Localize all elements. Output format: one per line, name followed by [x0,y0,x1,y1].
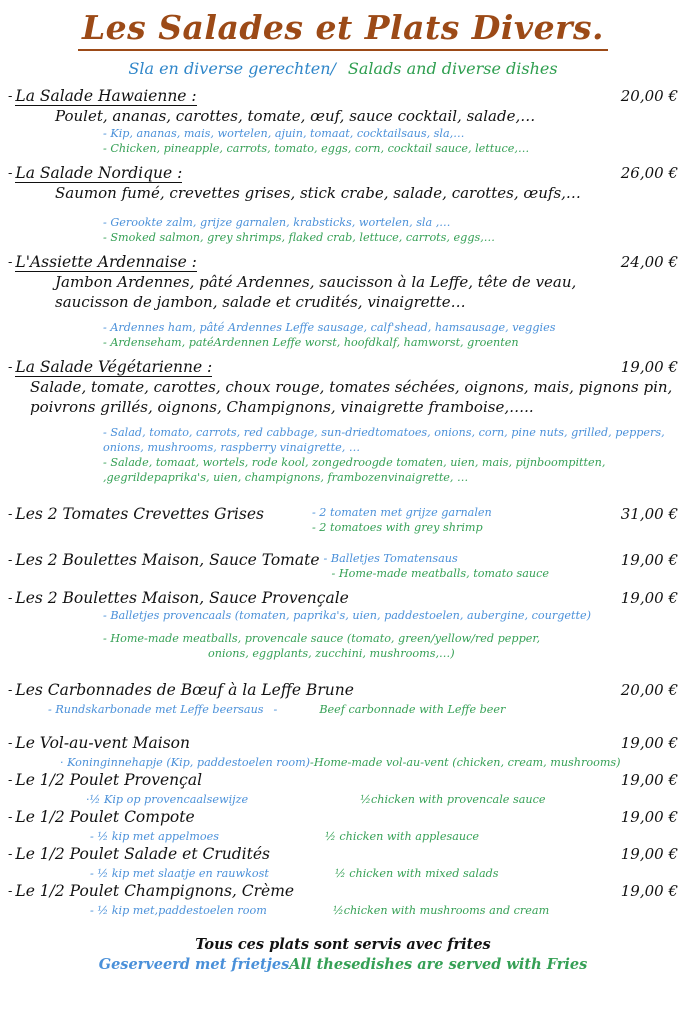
item-price: 26,00 € [620,164,678,182]
translation-dutch-green-line1: - Salade, tomaat, wortels, rode kool, zongedroogde tomaten, uien, mais, pijnboompitten, [103,456,606,469]
footer-english: All thesedishes are served with Fries [289,956,588,973]
list-bullet: - [8,507,13,522]
translation-dutch: · Koninginnehapje (Kip, paddestoelen room) [60,756,311,769]
translation-dutch-green-line2: ,gegrildepaprika's, uien, champignons, frambozenvinaigrette, … [103,471,469,484]
list-bullet: - [8,553,13,568]
item-name-french: La Salade Nordique : [15,164,183,182]
item-translations [8,827,678,845]
item-price: 31,00 € [620,505,678,523]
item-translations [8,126,678,156]
footer-dutch: Geserveerd met frietjes [98,956,290,973]
subtitle [8,59,678,79]
list-bullet: - [8,255,13,270]
list-bullet: - [8,591,13,606]
translation-english-line2: onions, eggplants, zucchini, mushrooms,…) [208,647,455,660]
menu-item-poulet-salade-crudites [8,845,678,882]
footer-translations [8,955,678,975]
item-name-french: Le 1/2 Poulet Salade et Crudités [15,845,270,863]
item-header-row [8,358,678,377]
item-translations [8,215,678,245]
item-translations [8,790,678,808]
item-price: 19,00 € [620,808,678,826]
item-name-french: Les 2 Boulettes Maison, Sauce Tomate [15,551,320,569]
item-price: 24,00 € [620,253,678,271]
translation-dutch: - Kip, ananas, mais, wortelen, ajuin, tomaat, cocktailsaus, sla,… [103,127,465,140]
item-header-row [8,551,678,581]
item-name-french: Les Carbonnades de Bœuf à la Leffe Brune [15,681,354,699]
item-translations [8,864,678,882]
list-bullet: - [8,847,13,862]
item-header-row [8,882,678,901]
item-price: 20,00 € [620,87,678,105]
translation-dutch: - Gerookte zalm, grijze garnalen, krabsticks, wortelen, sla ,… [103,216,451,229]
item-description-french-line2: saucisson de jambon, salade et crudités, vinaigrette… [55,293,466,311]
item-header-row [8,505,678,535]
list-bullet: - [8,736,13,751]
header [8,0,678,51]
item-price: 19,00 € [620,845,678,863]
menu-item-salade-vegetarienne [8,358,678,485]
item-translations [8,425,678,485]
item-header-row [8,164,678,183]
item-name-french: L'Assiette Ardennaise : [15,253,197,271]
item-header-row [8,87,678,106]
item-name-french: Les 2 Boulettes Maison, Sauce Provençale [15,589,349,607]
translation-dutch: - Balletjes provencaals (tomaten, paprika's, uien, paddestoelen, aubergine, courgette) [103,609,591,622]
item-description-french-line1: Salade, tomate, carottes, choux rouge, tomates séchées, oignons, mais, pignons pin, [30,378,673,396]
item-description-french: Poulet, ananas, carottes, tomate, œuf, sauce cocktail, salade,… [55,107,536,125]
item-description-french-line2: poivrons grillés, oignons, Champignons, vinaigrette framboise,….. [30,398,534,416]
item-header-row [8,681,678,700]
subtitle-dutch: Sla en diverse gerechten/ [128,59,336,78]
list-bullet: - [8,884,13,899]
item-price: 20,00 € [620,681,678,699]
translation-dutch: - Rundskarbonade met Leffe beersaus [48,703,264,716]
item-name-french: Le 1/2 Poulet Compote [15,808,195,826]
footer-note [8,935,678,975]
translation-dutch: - ½ kip met,paddestoelen room [90,904,267,917]
item-name-french: Les 2 Tomates Crevettes Grises [15,505,264,523]
translation-dutch: - ½ kip met slaatje en rauwkost [90,867,269,880]
subtitle-english: Salads and diverse dishes [347,59,558,78]
item-name-french: La Salade Hawaienne : [15,87,197,105]
list-bullet: - [8,683,13,698]
menu-item-tomates-crevettes-grises [8,505,678,535]
list-bullet: - [8,773,13,788]
translation-english: ½chicken with provencale sauce [360,793,546,806]
translation-english: - Home-made meatballs, tomato sauce [331,567,550,580]
item-description-french: Saumon fumé, crevettes grises, stick crabe, salade, carottes, œufs,… [55,184,581,202]
translation-separator-dash: - [273,703,278,716]
menu-item-boulettes-sauce-provencale [8,589,678,661]
translation-english: - Smoked salmon, grey shrimps, flaked crab, lettuce, carrots, eggs,… [103,231,495,244]
translation-dutch: - ½ kip met appelmoes [90,830,219,843]
translation-dutch: - 2 tomaten met grijze garnalen [311,506,492,519]
list-bullet: - [8,89,13,104]
menu-item-poulet-champignons-creme [8,882,678,919]
page-title: Les Salades et Plats Divers. [78,9,608,51]
item-header-row [8,845,678,864]
item-translations [8,700,678,718]
translation-english: ½chicken with mushrooms and cream [332,904,550,917]
translation-english: - Chicken, pineapple, carrots, tomato, eggs, corn, cocktail sauce, lettuce,… [103,142,530,155]
item-price: 19,00 € [620,882,678,900]
item-name-french: La Salade Végétarienne : [15,358,213,376]
translation-english: Beef carbonnade with Leffe beer [319,703,506,716]
item-price: 19,00 € [620,551,678,569]
translation-english-line1: - Home-made meatballs, provencale sauce (tomato, green/yellow/red pepper, [103,632,541,645]
translation-english: ½ chicken with mixed salads [334,867,499,880]
item-header-row [8,253,678,272]
list-bullet: - [8,810,13,825]
item-price: 19,00 € [620,589,678,607]
menu-item-poulet-compote [8,808,678,845]
translation-english: ½ chicken with applesauce [325,830,479,843]
item-price: 19,00 € [620,771,678,789]
translation-english: -Home-made vol-au-vent (chicken, cream, mushrooms) [310,756,621,769]
item-description-french-line1: Jambon Ardennes, pâté Ardennes, saucisson à la Leffe, tête de veau, [55,273,577,291]
item-name-french: Le 1/2 Poulet Provençal [15,771,203,789]
translation-english-blue: - Ardennes ham, pâté Ardennes Leffe sausage, calf'shead, hamsausage, veggies [103,321,556,334]
item-price: 19,00 € [620,734,678,752]
translation-english-blue-line1: - Salad, tomato, carrots, red cabbage, sun-driedtomatoes, onions, corn, pine nuts, grilled, peppers, [103,426,665,439]
item-header-row [8,589,678,608]
item-translations [8,320,678,350]
translation-dutch: ·½ Kip op provencaalsewijze [86,793,249,806]
list-bullet: - [8,166,13,181]
item-header-row [8,771,678,790]
menu-item-vol-au-vent-maison [8,734,678,771]
translation-english-blue-line2: onions, mushrooms, raspberry vinaigrette, … [103,441,361,454]
menu-item-carbonnades-boeuf-leffe [8,681,678,718]
translation-dutch: - Balletjes Tomatensaus [323,552,458,565]
translation-dutch-green: - Ardenseham, patéArdennen Leffe worst, hoofdkalf, hamworst, groenten [103,336,519,349]
item-header-row [8,734,678,753]
menu-item-salade-nordique [8,164,678,245]
list-bullet: - [8,360,13,375]
footer-french: Tous ces plats sont servis avec frites [195,936,491,953]
item-translations [8,608,678,661]
item-name-french: Le 1/2 Poulet Champignons, Crème [15,882,295,900]
item-header-row [8,808,678,827]
item-name-french: Le Vol-au-vent Maison [15,734,190,752]
item-translations [264,505,600,535]
menu-item-poulet-provencal [8,771,678,808]
menu-item-boulettes-sauce-tomate [8,551,678,581]
item-translations [8,901,678,919]
translation-english: - 2 tomatoes with grey shrimp [311,521,483,534]
item-translations [8,753,678,771]
menu-item-salade-hawaienne [8,87,678,156]
item-translations [320,551,600,581]
menu-item-assiette-ardennaise [8,253,678,350]
item-price: 19,00 € [620,358,678,376]
